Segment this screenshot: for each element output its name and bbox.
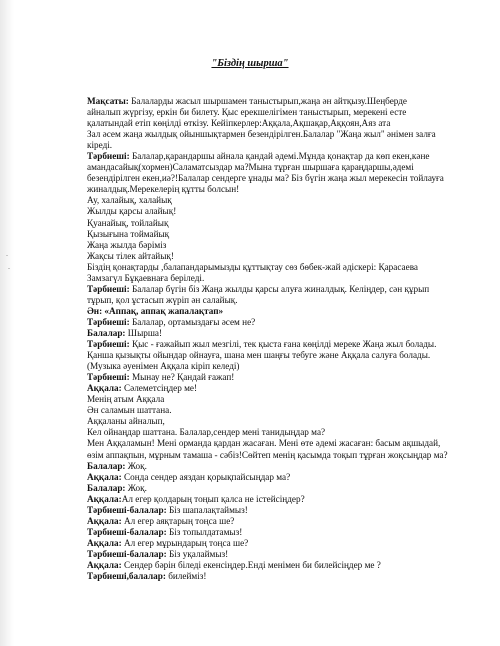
text-line (87, 560, 485, 571)
speaker-label: Тәрбиеші: (87, 316, 130, 327)
text-line (87, 118, 485, 129)
scan-edge-shadow (0, 0, 14, 646)
line-text: қалатындай етіп көңілді өткізу. Кейіпкерлер:Аққала,Ақшақар,Аққоян,Аяз ата (87, 118, 391, 129)
line-text: Кел ойнаңдар шаттана. Балалар,сендер мені танидыңдар ма? (87, 427, 326, 438)
text-line (87, 218, 485, 229)
text-line (87, 571, 485, 582)
text-line (87, 173, 485, 184)
line-text: Ән саламын шаттана. (87, 405, 172, 416)
line-text: жиналдық.Мерекелерің құтты болсын! (87, 184, 240, 195)
text-line (87, 538, 485, 549)
text-line (87, 328, 485, 339)
text-line (87, 284, 485, 295)
speaker-label: Тәрбиеші: (87, 151, 130, 162)
text-line (87, 483, 485, 494)
line-text: Аққаланы айналып, (87, 416, 165, 427)
line-text: Мен Аққаламын! Мені орманда қардан жасаған. Мені өте әдемі жасаған: басым ақшыдай, (87, 438, 441, 449)
text-line (87, 549, 485, 560)
text-line (87, 472, 485, 483)
line-text: өзім аппақпын, мұрным тамаша - сәбіз!Сөйтеп менің қасымда тоқып тұрған жоқсыңдар ма? (87, 449, 448, 460)
speaker-label: Аққала: (87, 471, 122, 482)
speaker-label: Аққала: (87, 493, 122, 504)
line-text: Ау, халайық, халайық (87, 195, 172, 206)
line-text: безендірілген екен,иә?!Балалар сендерге ұнады ма? Біз бүгін жаңа жыл мерекесін тойлауға (87, 173, 444, 184)
line-text: Сәлеметсіңдер ме! (121, 383, 198, 394)
text-line (87, 516, 485, 527)
line-text: Замзагүл Бұқаевнаға беріледі. (87, 272, 205, 283)
line-text: Жаңа жылда бәріміз (87, 239, 167, 250)
document-title: "Біздің шырша" (211, 58, 289, 69)
scan-speck (8, 268, 10, 269)
speaker-label: Балалар: (87, 327, 126, 338)
speaker-label: Мақсаты: (87, 96, 129, 106)
line-text: Балалар бүгін біз Жаңа жылды қарсы алуға жиналдық. Келіңдер, сән құрып (129, 283, 430, 294)
text-line (87, 527, 485, 538)
text-line (87, 383, 485, 394)
text-line (87, 195, 485, 206)
line-text: Жылды қарсы алайық! (87, 206, 177, 217)
line-text: Қыс - ғажайып жыл мезгілі, тек қыста ғана көңілді мереке Жаңа жыл болады. (129, 339, 437, 350)
line-text: Балалар,қарандаршы айнала қандай әдемі.Мұнда қонақтар да көп екен,кәне (129, 151, 430, 162)
text-line (87, 427, 485, 438)
text-line (87, 394, 485, 405)
text-line (87, 317, 485, 328)
text-line (87, 240, 485, 251)
text-line (87, 96, 485, 107)
text-line (87, 306, 485, 317)
text-line (87, 140, 485, 151)
line-text: тұрып, қол ұстасып жүріп ән салайық. (87, 294, 238, 305)
text-line (87, 229, 485, 240)
line-text: Жоқ. (125, 482, 147, 493)
line-text: Біздің қонақтарды ,балапандарымызды құттықтау сөз бөбек-жай әдіскері: Қарасаева (87, 261, 418, 272)
text-line (87, 350, 485, 361)
line-text: Балаларды жасыл шыршамен таныстырып,жаңа ән айтқызу.Шеңберде (128, 96, 407, 106)
line-text: Қанша қызықты ойындар ойнауға, шана мен шаңғы тебуге және Аққала салуға болады. (87, 350, 431, 361)
line-text: Сендер бәрін біледі екенсіңдер.Енді менімен би билейсіңдер ме ? (121, 559, 381, 570)
text-line (87, 405, 485, 416)
text-line (87, 251, 485, 262)
line-text: Мынау не? Қандай ғажап! (129, 372, 235, 383)
speaker-label: Аққала: (87, 383, 122, 394)
text-line (87, 295, 485, 306)
line-text: билейміз! (165, 571, 207, 582)
speaker-label: Тәрбиеші,балалар: (87, 571, 166, 582)
speaker-label: Тәрбиеші: (87, 372, 130, 383)
text-line (87, 416, 485, 427)
text-line (87, 361, 485, 372)
line-text: Қуанайық, тойлайық (87, 217, 169, 228)
text-line (87, 372, 485, 383)
text-line (87, 461, 485, 472)
line-text: Біз топылдатамыз! (166, 526, 243, 537)
line-text: Жақсы тілек айтайық! (87, 250, 174, 261)
speaker-label: Тәрбиеші-балалар: (87, 548, 167, 559)
text-line (87, 162, 485, 173)
line-text: Ал егер қолдарың тоңып қалса не істейсіңдер? (121, 493, 305, 504)
text-line (87, 494, 485, 505)
text-line (87, 107, 485, 118)
text-line (87, 262, 485, 273)
text-line (87, 151, 485, 162)
speaker-label: Тәрбиеші: (87, 283, 130, 294)
line-text: амандасайық(хормен)Саламатсыздар ма?Мына тұрған шыршаға қараңдаршы,әдемі (87, 162, 414, 173)
text-line (87, 339, 485, 350)
line-text: Біз шапалақтаймыз! (166, 504, 248, 515)
text-line (87, 450, 485, 461)
speaker-label: Аққала: (87, 515, 122, 526)
text-line (87, 129, 485, 140)
line-text: Жоқ. (125, 460, 147, 471)
line-text: Зал әсем жаңа жылдық ойыншықтармен безендірілген.Балалар "Жаңа жыл" әнімен залға (87, 129, 436, 140)
document-body (87, 96, 485, 582)
speaker-label: Ән: «Аппақ, аппақ жапалақтап» (87, 305, 224, 316)
speaker-label: Тәрбиеші-балалар: (87, 526, 167, 537)
text-line (87, 206, 485, 217)
text-line (87, 273, 485, 284)
text-line (87, 505, 485, 516)
speaker-label: Тәрбиеші-балалар: (87, 504, 167, 515)
line-text: кіреді. (87, 140, 113, 151)
line-text: Менің атым Аққала (87, 394, 165, 405)
line-text: айналып жүргізу, еркін би билету. Қыс ерекшелігімен таныстырып, мерекені есте (87, 107, 407, 118)
speaker-label: Балалар: (87, 460, 126, 471)
speaker-label: Аққала: (87, 537, 122, 548)
speaker-label: Балалар: (87, 482, 126, 493)
line-text: Ал егер аяқтарың тоңса ше? (121, 515, 235, 526)
speaker-label: Тәрбиеші: (87, 339, 130, 350)
scan-speck (6, 255, 8, 256)
line-text: Балалар, ортамыздағы әсем не? (129, 316, 256, 327)
text-line (87, 438, 485, 449)
line-text: Шырша! (125, 327, 163, 338)
speaker-label: Аққала: (87, 559, 122, 570)
text-line (87, 184, 485, 195)
line-text: (Музыка әуенімен Аққала кіріп келеді) (87, 361, 240, 372)
line-text: Қызығына тоймайық (87, 228, 170, 239)
line-text: Ал егер мұрындарың тоңса ше? (121, 537, 249, 548)
line-text: Сонда сендер аяздан қорықпайсыңдар ма? (121, 471, 291, 482)
line-text: Біз уқалаймыз! (166, 548, 229, 559)
